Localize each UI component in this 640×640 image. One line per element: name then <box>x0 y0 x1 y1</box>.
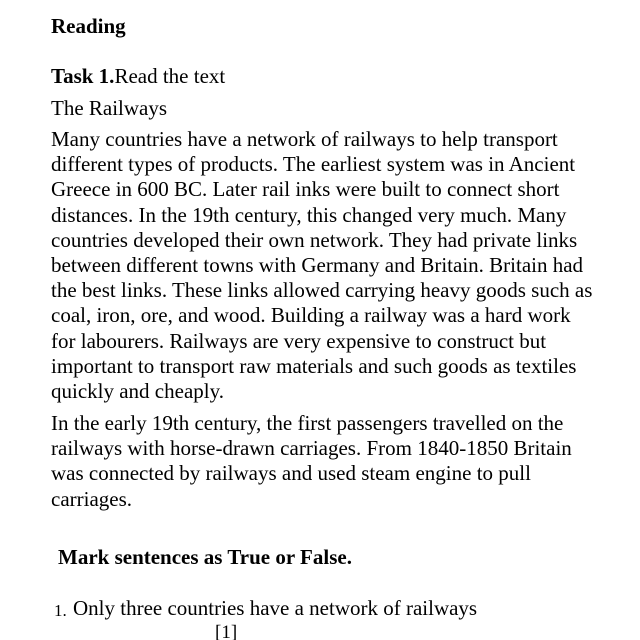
question-marks: [1] <box>215 622 238 640</box>
paragraph-line: for labourers. Railways are very expensive to construct but <box>51 328 547 353</box>
task-label: Task 1. <box>51 64 115 88</box>
question-text: Only three countries have a network of railways <box>73 596 478 620</box>
paragraph-line: Greece in 600 BC. Later rail inks were built to connect short <box>51 177 560 202</box>
paragraph-line: railways with horse-drawn carriages. From 1840-1850 Britain <box>51 436 572 461</box>
paragraph-line: In the early 19th century, the first passengers travelled on the <box>51 411 564 435</box>
paragraph-line: carriages. <box>51 486 133 511</box>
paragraph-line: Many countries have a network of railways to help transport <box>51 127 558 151</box>
paragraph-line: coal, iron, ore, and wood. Building a railway was a hard work <box>51 303 571 328</box>
paragraph-line: the best links. These links allowed carrying heavy goods such as <box>51 278 593 303</box>
paragraph-line: important to transport raw materials and such goods as textiles <box>51 353 577 378</box>
task-text: Read the text <box>114 64 226 88</box>
question-number: 1. <box>54 601 67 620</box>
paragraph-2 <box>51 411 626 512</box>
paragraph-line: between different towns with Germany and Britain. Britain had <box>51 253 584 278</box>
paragraph-line: distances. In the 19th century, this changed very much. Many <box>51 202 567 227</box>
instruction: Mark sentences as True or False. <box>58 545 352 569</box>
paragraph-1 <box>51 127 626 404</box>
paragraph-line: quickly and cheaply. <box>51 379 224 404</box>
article-title: The Railways <box>51 96 168 120</box>
paragraph-line: different types of products. The earliest system was in Ancient <box>51 152 576 177</box>
paragraph-line: was connected by railways and used steam engine to pull <box>51 461 531 486</box>
paragraph-line: countries developed their own network. They had private links <box>51 227 578 252</box>
task-line <box>51 64 225 89</box>
section-heading: Reading <box>51 14 126 38</box>
